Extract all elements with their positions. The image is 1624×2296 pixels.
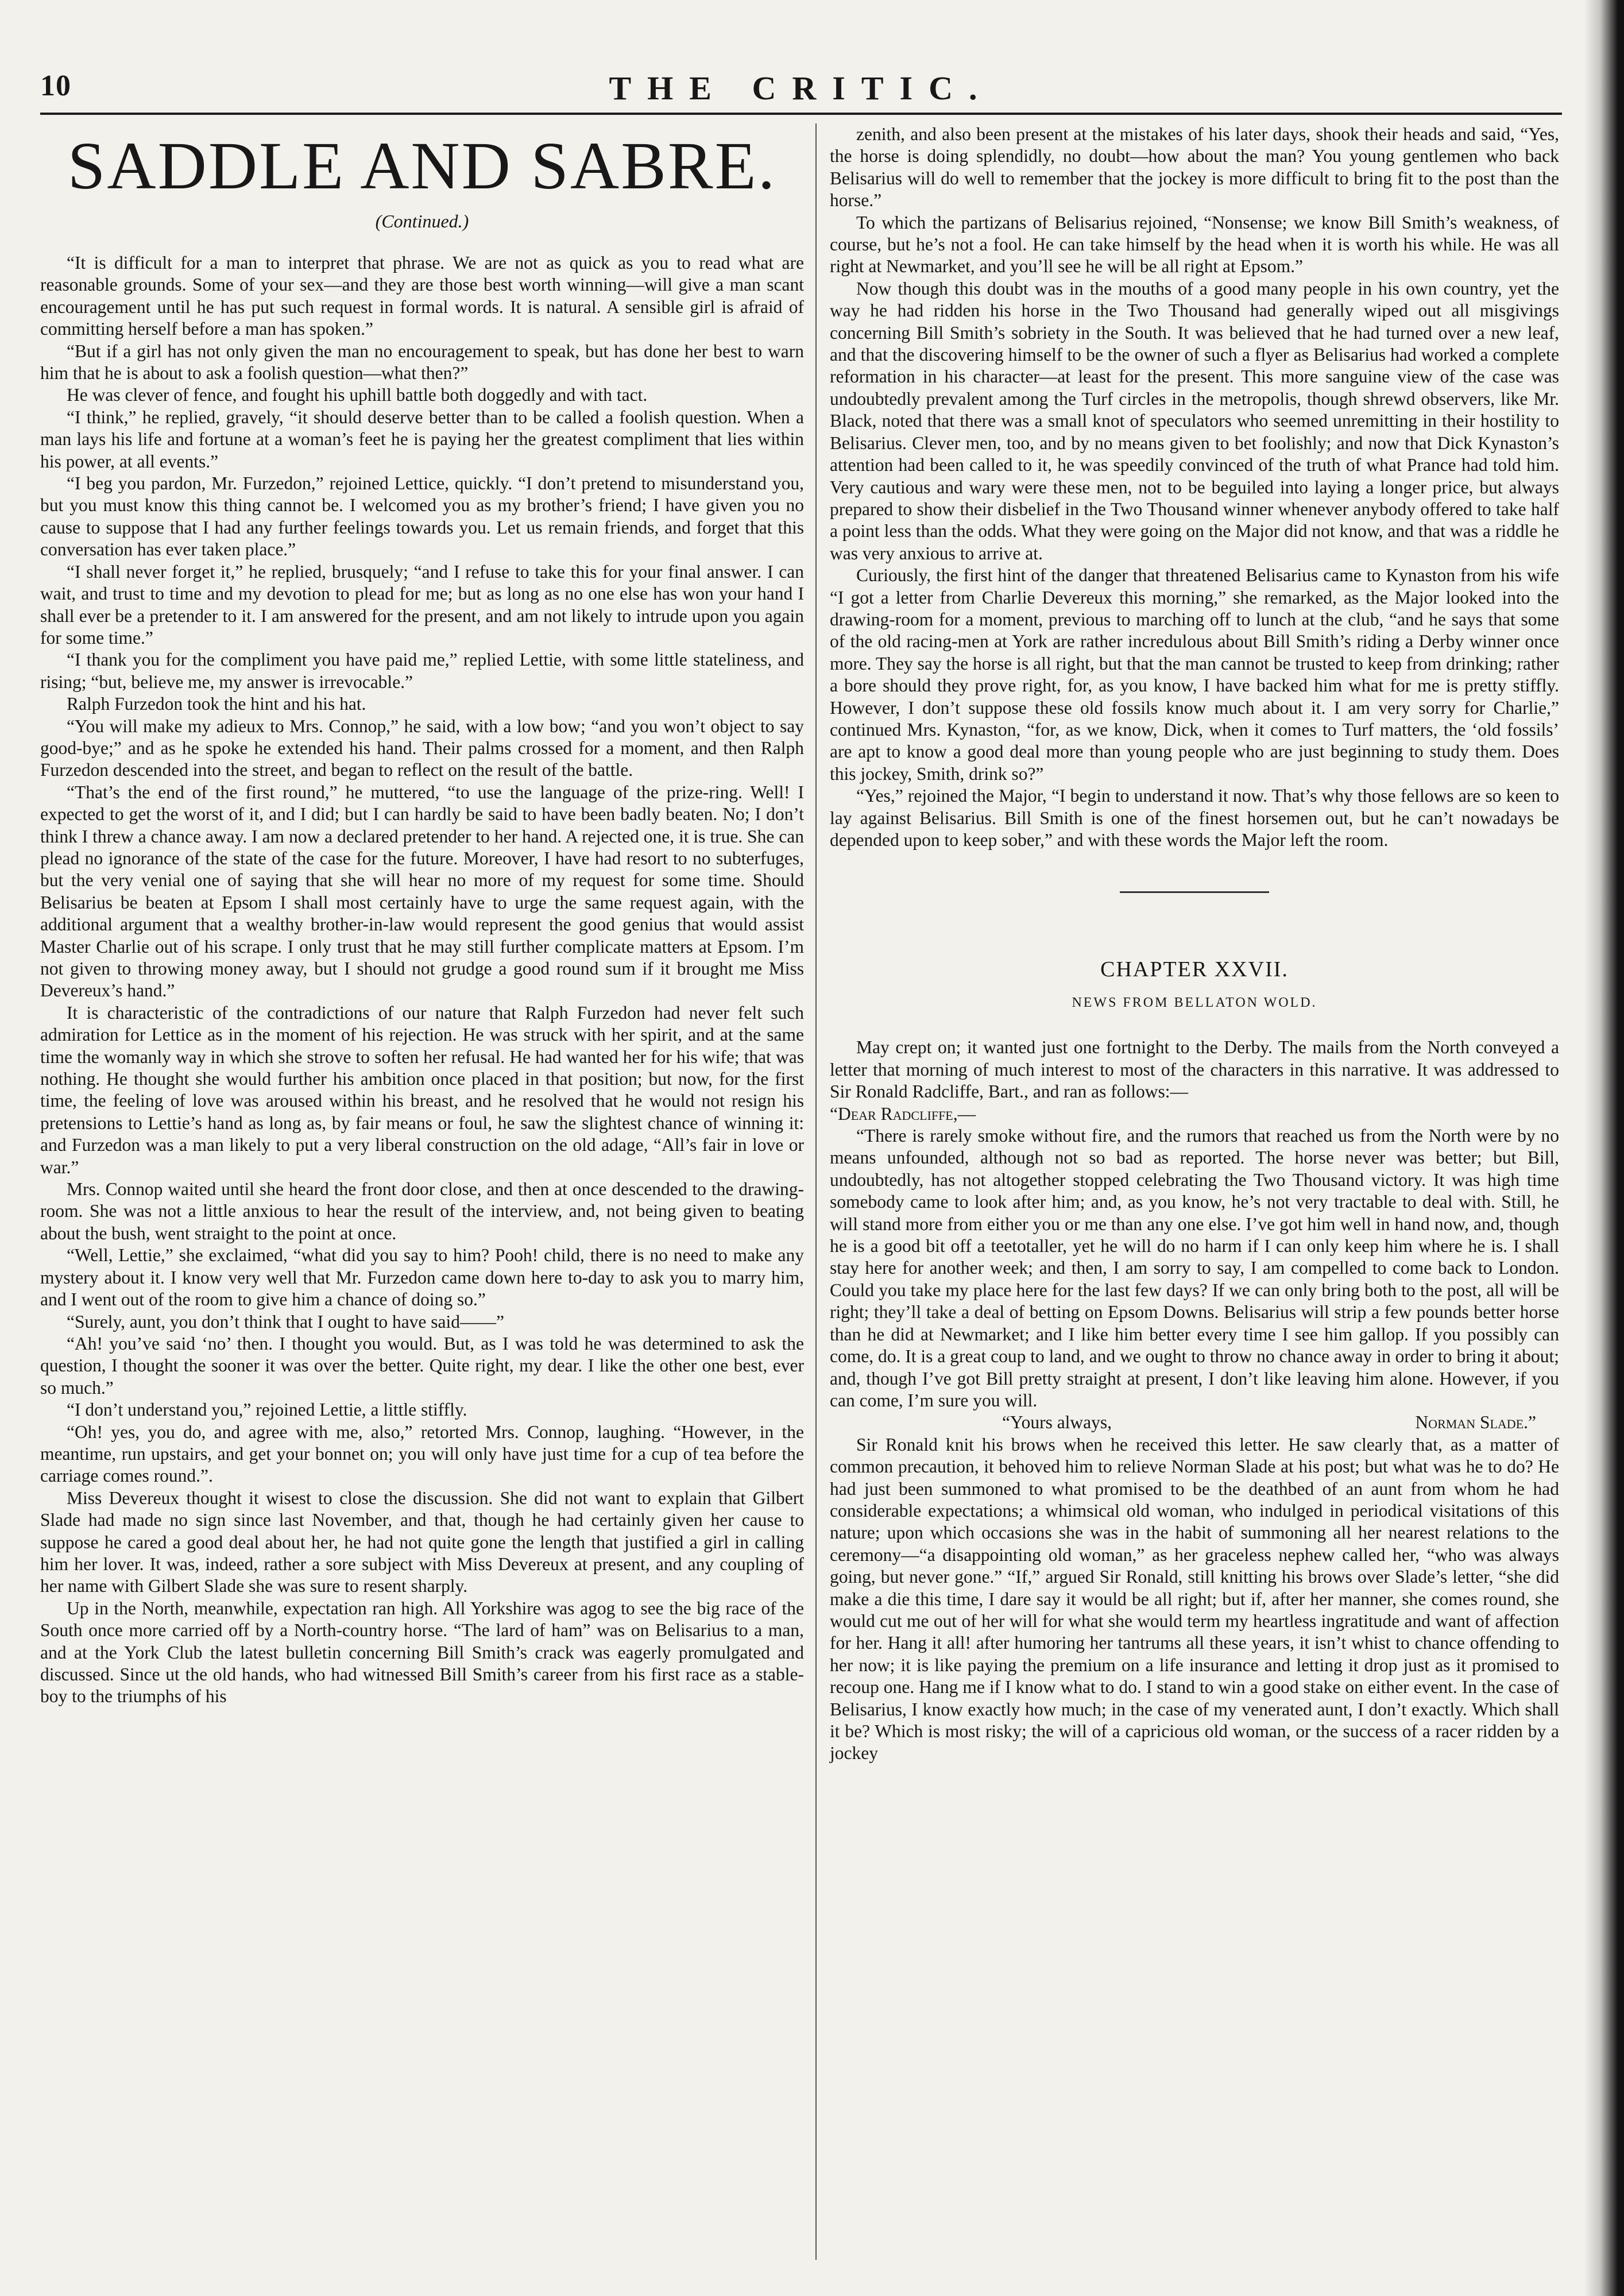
paragraph: Sir Ronald knit his brows when he received this letter. He saw clearly that, as a matter of common precaution, it behoved him to relieve Norman Slade at his post; but what was he to do? He had just been summoned to what promised to be the deathbed of an aunt from whom he had considerable expectations; a whimsical old woman, who indulged in periodical visitations of this nature; upon which occasions she was in the habit of summoning all her nearest relations to the ceremony—“a disappointing old woman,” as her graceless nephew called her, “who was always going, but never gone.” “If,” argued Sir Ronald, still knitting his brows over Slade’s letter, “she did make a die this time, I dare say it would be all right; but if, after her manner, she comes round, she would cut me out of her will for what she would term my heartless ingratitude and want of affection for her. Hang it all! after humoring her tantrums all these years, it isn’t whist to chance offending to her now; it is like paying the premium on a life insurance and letting it drop just as it promised to recoup one. Hang me if I know what to do. I stand to win a good stake on either event. In the case of Belisarius, I know exactly how much; in the case of my venerated aunt, I don’t exactly. Which shall it be? Which is most risky; the will of a capricious old woman, or the success of a racer ridden by a jockey <box>830 1434 1559 1764</box>
paragraph: “You will make my adieux to Mrs. Connop,” he said, with a low bow; “and you won’t object to say good-bye;” and as he spoke he extended his hand. Their palms crossed for a moment, and then Ralph Furzedon descended into the street, and began to reflect on the result of the battle. <box>40 716 804 780</box>
column-divider <box>815 123 817 2260</box>
header-rule <box>40 113 1562 115</box>
paragraph: “That’s the end of the first round,” he muttered, “to use the language of the prize-ring. Well! I expected to get the worst of it, and I did; but I can hardly be said to have been badly beaten. No; I don’t think I threw a chance away. I am now a declared pretender to her hand. A rejected one, it is true. She can plead no ignorance of the state of the case for the future. Moreover, I have had resort to no subterfuges, but the very venial one of saying that she will hear no more of my request for some time. Should Belisarius be beaten at Epsom I shall most certainly have to urge the same request again, with the additional argument that a wealthy brother-in-law would represent the good genius that would assist Master Charlie out of his scrape. I only trust that he may still further complicate matters at Epsom. I’m not given to throwing money away, but I should not grudge a good round sum if it brought me Miss Devereux’s hand.” <box>40 782 804 1001</box>
page-edge-shadow <box>1584 0 1624 2296</box>
paragraph: “Surely, aunt, you don’t think that I ought to have said——” <box>67 1311 504 1332</box>
page-header <box>40 69 1562 110</box>
paragraph: Curiously, the first hint of the danger that threatened Belisarius came to Kynaston from his wife “I got a letter from Charlie Devereux this morning,” she remarked, as the Major looked into the drawing-room for a moment, previous to marching off to lunch at the club, “and he says that some of the old racing-men at York are rather incredulous about Bill Smith’s riding a Derby winner once more. They say the horse is all right, but that the man cannot be trusted to keep from drinking; rather a bore should they prove right, for, as you know, I have backed him what for me is pretty stiffly. However, I don’t suppose these old fossils know much about it. I am very sorry for Charlie,” continued Mrs. Kynaston, “for, as we know, Dick, when it comes to Turf matters, the ‘old fossils’ are apt to know a good deal more than young people who are just beginning to study them. Does this jockey, Smith, drink so?” <box>830 565 1559 784</box>
masthead: THE CRITIC. <box>609 69 993 107</box>
paragraph: “Ah! you’ve said ‘no’ then. I thought you would. But, as I was told he was determined to ask the question, I thought the sooner it was over the better. Quite right, my dear. I like the other one best, ever so much.” <box>40 1333 804 1398</box>
paragraph: Now though this doubt was in the mouths of a good many people in his own country, yet the way he had ridden his horse in the Two Thousand had generally wiped out all misgivings concerning Bill Smith’s sobriety in the South. It was believed that he had turned over a new leaf, and that the discovering himself to be the owner of such a flyer as Belisarius had worked a complete reformation in his character—at least for the present. This more sanguine view of the case was undoubtedly prevalent among the Turf circles in the metropolis, though shrewd observers, like Mr. Black, noted that there was a small knot of speculators who seemed unremitting in their hostility to Belisarius. Clever men, too, and by no means given to bet foolishly; and now that Dick Kynaston’s attention had been called to it, he was speedily convinced of the truth of what Prance had told him. Very cautious and wary were these men, not to be beguiled into laying a longer price, but always prepared to show their disbelief in the Two Thousand winner whenever anybody offered to take half a point less than the odds. What they were going on the Major did not know, and that was a riddle he was very anxious to arrive at. <box>830 278 1559 563</box>
right-column <box>830 123 1559 1765</box>
paragraph: “Oh! yes, you do, and agree with me, also,” retorted Mrs. Connop, laughing. “However, in the meantime, run upstairs, and get your bonnet on; you will only have just time for a cup of tea before the carriage comes round.”. <box>40 1421 804 1486</box>
page-number: 10 <box>40 69 71 102</box>
paragraph: “I don’t understand you,” rejoined Lettie, a little stiffly. <box>67 1400 467 1420</box>
paragraph: “I thank you for the compliment you have paid me,” replied Lettie, with some little stateliness, and rising; “but, believe me, my answer is irrevocable.” <box>40 650 804 692</box>
letter-signoff <box>830 1412 1559 1433</box>
paragraph: “Well, Lettie,” she exclaimed, “what did you say to him? Pooh! child, there is no need to make any mystery about it. I know very well that Mr. Furzedon came down here to-day to ask you to marry him, and I went out of the room to give him a chance of doing so.” <box>40 1245 804 1310</box>
paragraph: “It is difficult for a man to interpret that phrase. We are not as quick as you to read what are reasonable grounds. Some of your sex—and they are those best worth winning—will give a man scant encouragement until he has put such request in formal words. It is natural. A sensible girl is afraid of committing herself before a man has spoken.” <box>40 253 804 339</box>
letter-closing: “Yours always, <box>1002 1412 1112 1433</box>
chapter-heading: CHAPTER XXVII. <box>1100 957 1289 982</box>
letter-paragraphs <box>830 1125 1559 1412</box>
paragraph: May crept on; it wanted just one fortnight to the Derby. The mails from the North conveyed a letter that morning of much interest to most of the characters in this narrative. It was addressed to Sir Ronald Radcliffe, Bart., and ran as follows:— <box>830 1037 1559 1102</box>
paragraph: Ralph Furzedon took the hint and his hat. <box>67 694 366 714</box>
article-title: SADDLE AND SABRE. <box>67 128 777 203</box>
chapter-paragraphs <box>830 1037 1559 1103</box>
paragraph: It is characteristic of the contradictions of our nature that Ralph Furzedon had never felt such admiration for Lettice as in the moment of his rejection. He was struck with her spirit, and at the same time the womanly way in which she strove to soften her refusal. He had wanted her for his wife; that was nothing. He thought she would further his ambition once placed in that position; but now, for the first time, the feeling of love was aroused within his breast, and he resolved that he would not resign his pretensions to Lettie’s hand as long as, by fair means or foul, he saw the slightest chance of winning it: and Furzedon was a man likely to put a very liberal construction on the old adage, “All’s fair in love or war.” <box>40 1002 804 1177</box>
paragraph: He was clever of fence, and fought his uphill battle both doggedly and with tact. <box>67 385 648 405</box>
paragraph: Up in the North, meanwhile, expectation ran high. All Yorkshire was agog to see the big race of the South once more carried off by a North-country horse. “The lard of ham” was on Belisarius to a man, and at the York Club the latest bulletin concerning Bill Smith’s crack was eagerly promulgated and discussed. Since ut the old hands, who had witnessed Bill Smith’s career from his first race as a stable-boy to the triumphs of his <box>40 1598 804 1707</box>
paragraph: “I think,” he replied, gravely, “it should deserve better than to be called a foolish question. When a man lays his life and fortune at a woman’s feet he is paying her the greatest compliment that lies within his power, at all events.” <box>40 407 804 471</box>
left-paragraphs <box>40 252 804 1708</box>
paragraph: zenith, and also been present at the mistakes of his later days, shook their heads and said, “Yes, the horse is doing splendidly, no doubt—how about the man? You young gentlemen who back Belisarius will do well to remember that the jockey is more difficult to bring fit to the post than the horse.” <box>830 124 1559 211</box>
letter-paragraph: “There is rarely smoke without fire, and the rumors that reached us from the North were by no means unfounded, although not so bad as reported. The horse never was better; but Bill, undoubtedly, has not altogether stopped celebrating the Two Thousand victory. It was high time somebody came to look after him; and, as you know, he’s not very tractable to deal with. Still, he will stand more from either you or me than any one else. I’ve got him well in hand now, and, though he is a good bit off a teetotaller, yet he will do no harm if I can only keep him where he is. I shall stay here for another week; and then, I am sorry to say, I am compelled to come back to London. Could you take my place here for the last few days? If we can only bring both to the post, all will be right; they’ll take a deal of betting on Epsom Downs. Belisarius will strip a few pounds better horse than he did at Newmarket; and I like him better every time I see him gallop. If you possibly can come, do. It is a great coup to land, and we ought to throw no chance away in order to bring it about; and, though I’ve got Bill pretty straight at present, I don’t like leaving him alone. However, if you can come, I’m sure you will. <box>830 1126 1559 1410</box>
paragraph: “But if a girl has not only given the man no encouragement to speak, but has done her best to warn him that he is about to ask a foolish question—what then?” <box>40 341 804 384</box>
chapter-subtitle: NEWS FROM BELLATON WOLD. <box>1072 995 1317 1011</box>
letter-signature: Norman Slade.” <box>1415 1412 1536 1433</box>
left-column <box>40 123 804 1708</box>
paragraph: Miss Devereux thought it wisest to close the discussion. She did not want to explain that Gilbert Slade had made no sign since last November, and that, though he had certainly given her cause to suppose he cared a good deal about her, he had not quite gone the length that justified a girl in calling him her lover. It was, indeed, rather a sore subject with Miss Devereux at present, and any coupling of her name with Gilbert Slade she was sure to resent sharply. <box>40 1487 804 1597</box>
continued-label: (Continued.) <box>375 211 469 231</box>
chapter-divider-rule <box>1120 891 1269 893</box>
paragraph: Mrs. Connop waited until she heard the front door close, and then at once descended to the drawing-room. She was not a little anxious to hear the result of the interview, and, not being given to beating about the bush, went straight to the point at once. <box>40 1179 804 1243</box>
right-paragraphs <box>830 123 1559 851</box>
paragraph: “I shall never forget it,” he replied, brusquely; “and I refuse to take this for your final answer. I can wait, and trust to time and my devotion to plead for me; but as long as no one else has won your hand I shall ever be a pretender to it. I am answered for the present, and am not likely to intrude upon you again for some time.” <box>40 561 804 648</box>
after-letter-paragraphs <box>830 1434 1559 1765</box>
letter-salutation: “Dear Radcliffe,— <box>830 1103 976 1124</box>
paragraph: “I beg you pardon, Mr. Furzedon,” rejoined Lettice, quickly. “I don’t pretend to misunderstand you, but you must know this thing cannot be. I welcomed you as my brother’s friend; I have given you no cause to suppose that I had any further feelings towards you. Let us remain friends, and forget that this conversation has ever taken place.” <box>40 473 804 560</box>
paragraph: “Yes,” rejoined the Major, “I begin to understand it now. That’s why those fellows are so keen to lay against Belisarius. Bill Smith is one of the finest horsemen out, but he can’t nowadays be depended upon to keep sober,” and with these words the Major left the room. <box>830 786 1559 850</box>
paragraph: To which the partizans of Belisarius rejoined, “Nonsense; we know Bill Smith’s weakness, of course, but he’s not a fool. He can take himself by the head when it is worth his while. He was all right at Newmarket, and you’ll see he will be all right at Epsom.” <box>830 212 1559 277</box>
